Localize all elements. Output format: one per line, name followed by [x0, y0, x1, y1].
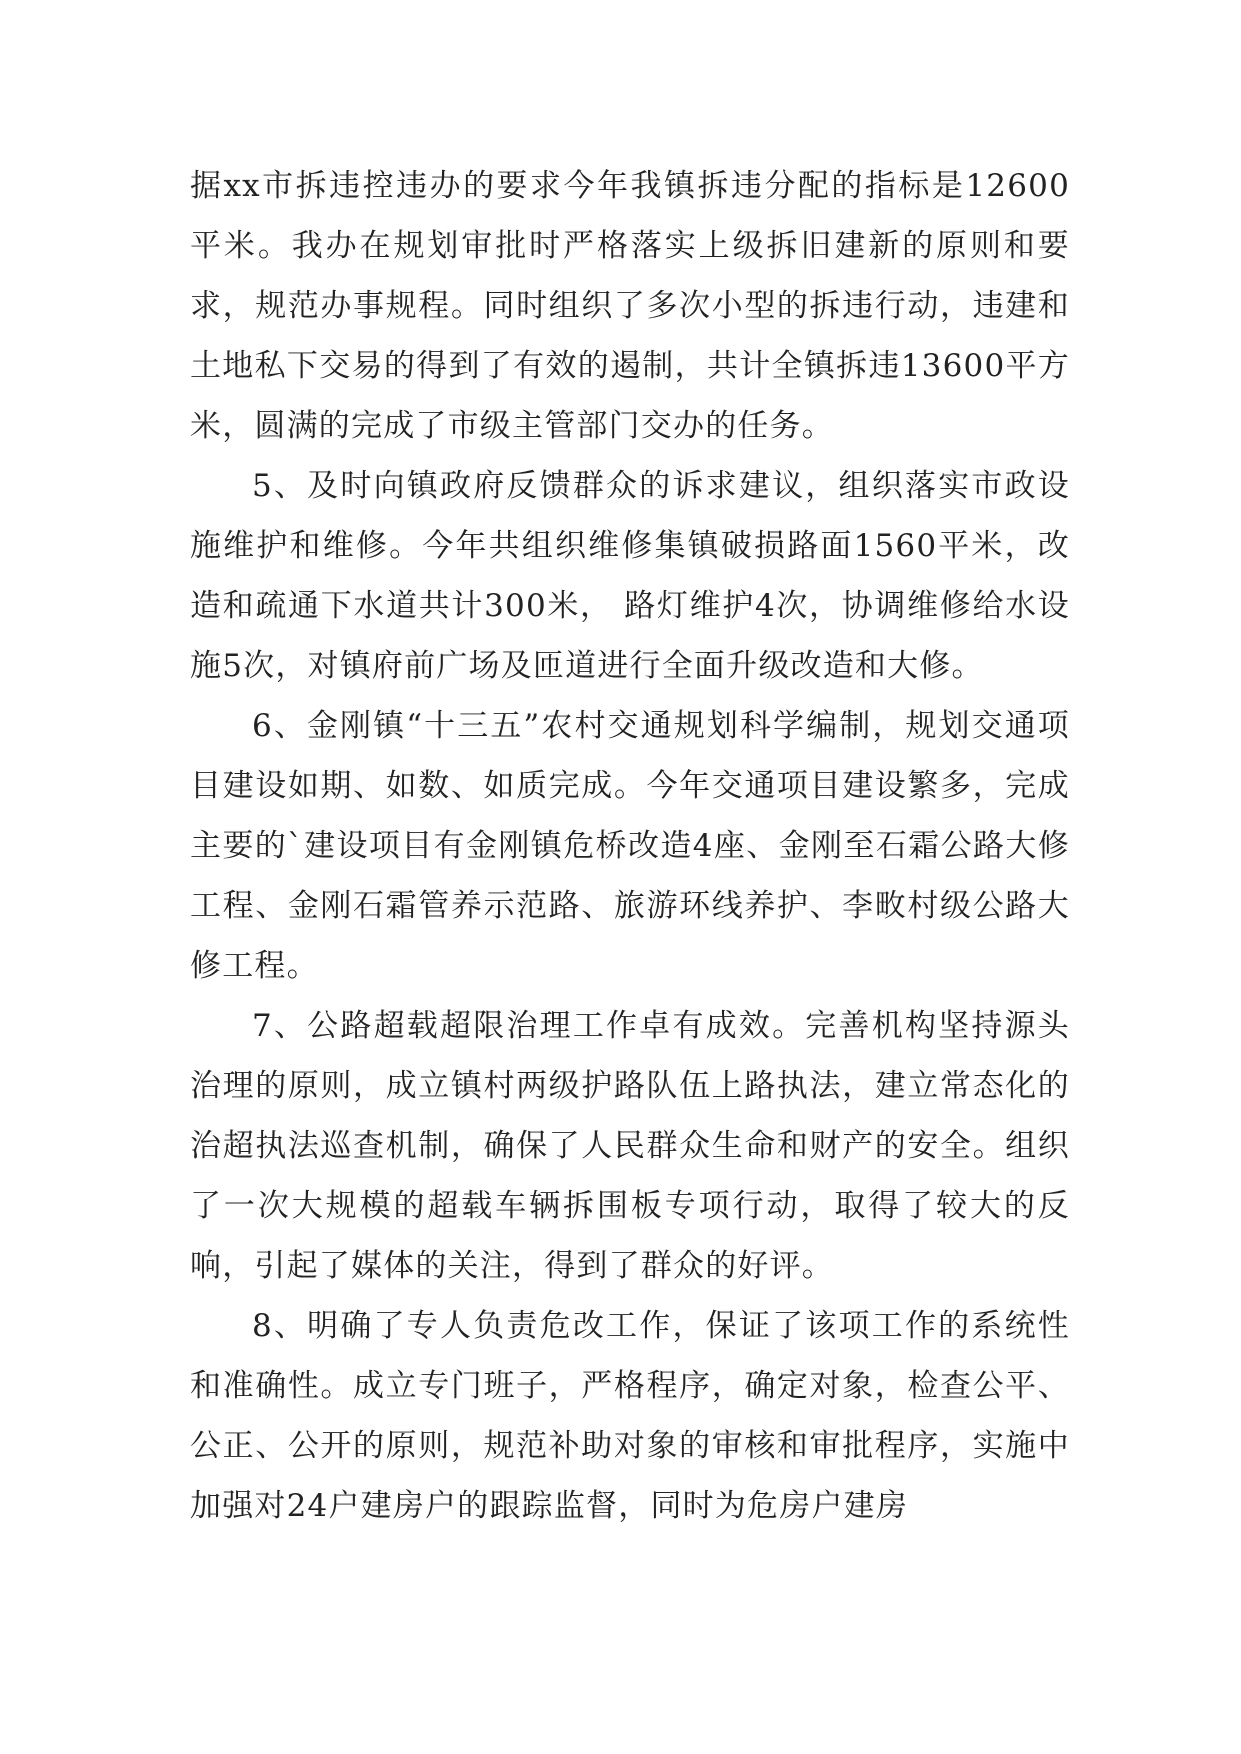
document-body	[190, 156, 1070, 1536]
paragraph-demolition: 据xx市拆违控违办的要求今年我镇拆违分配的指标是12600平米。我办在规划审批时严格落实上级拆旧建新的原则和要求，规范办事规程。同时组织了多次小型的拆违行动，违建和土地私下交易的得到了有效的遏制，共计全镇拆违13600平方米，圆满的完成了市级主管部门交办的任务。	[190, 168, 1070, 444]
paragraph-item-7-overload-control: 7、公路超载超限治理工作卓有成效。完善机构坚持源头治理的原则，成立镇村两级护路队伍上路执法，建立常态化的治超执法巡查机制，确保了人民群众生命和财产的安全。组织了一次大规模的超载车辆拆围板专项行动，取得了较大的反响，引起了媒体的关注，得到了群众的好评。	[190, 1008, 1070, 1284]
paragraph-item-6-traffic-planning: 6、金刚镇“十三五”农村交通规划科学编制，规划交通项目建设如期、如数、如质完成。今年交通项目建设繁多，完成主要的`建设项目有金刚镇危桥改造4座、金刚至石霜公路大修工程、金刚石霜管养示范路、旅游环线养护、李畋村级公路大修工程。	[190, 708, 1070, 984]
paragraph-item-5-municipal-maintenance: 5、及时向镇政府反馈群众的诉求建议，组织落实市政设施维护和维修。今年共组织维修集镇破损路面1560平米，改造和疏通下水道共计300米， 路灯维护4次，协调维修给水设施5次，对镇府前广场及匝道进行全面升级改造和大修。	[190, 468, 1070, 684]
paragraph-item-8-dangerous-housing: 8、明确了专人负责危改工作，保证了该项工作的系统性和准确性。成立专门班子，严格程序，确定对象，检查公平、公正、公开的原则，规范补助对象的审核和审批程序，实施中加强对24户建房户的跟踪监督，同时为危房户建房	[190, 1308, 1070, 1524]
